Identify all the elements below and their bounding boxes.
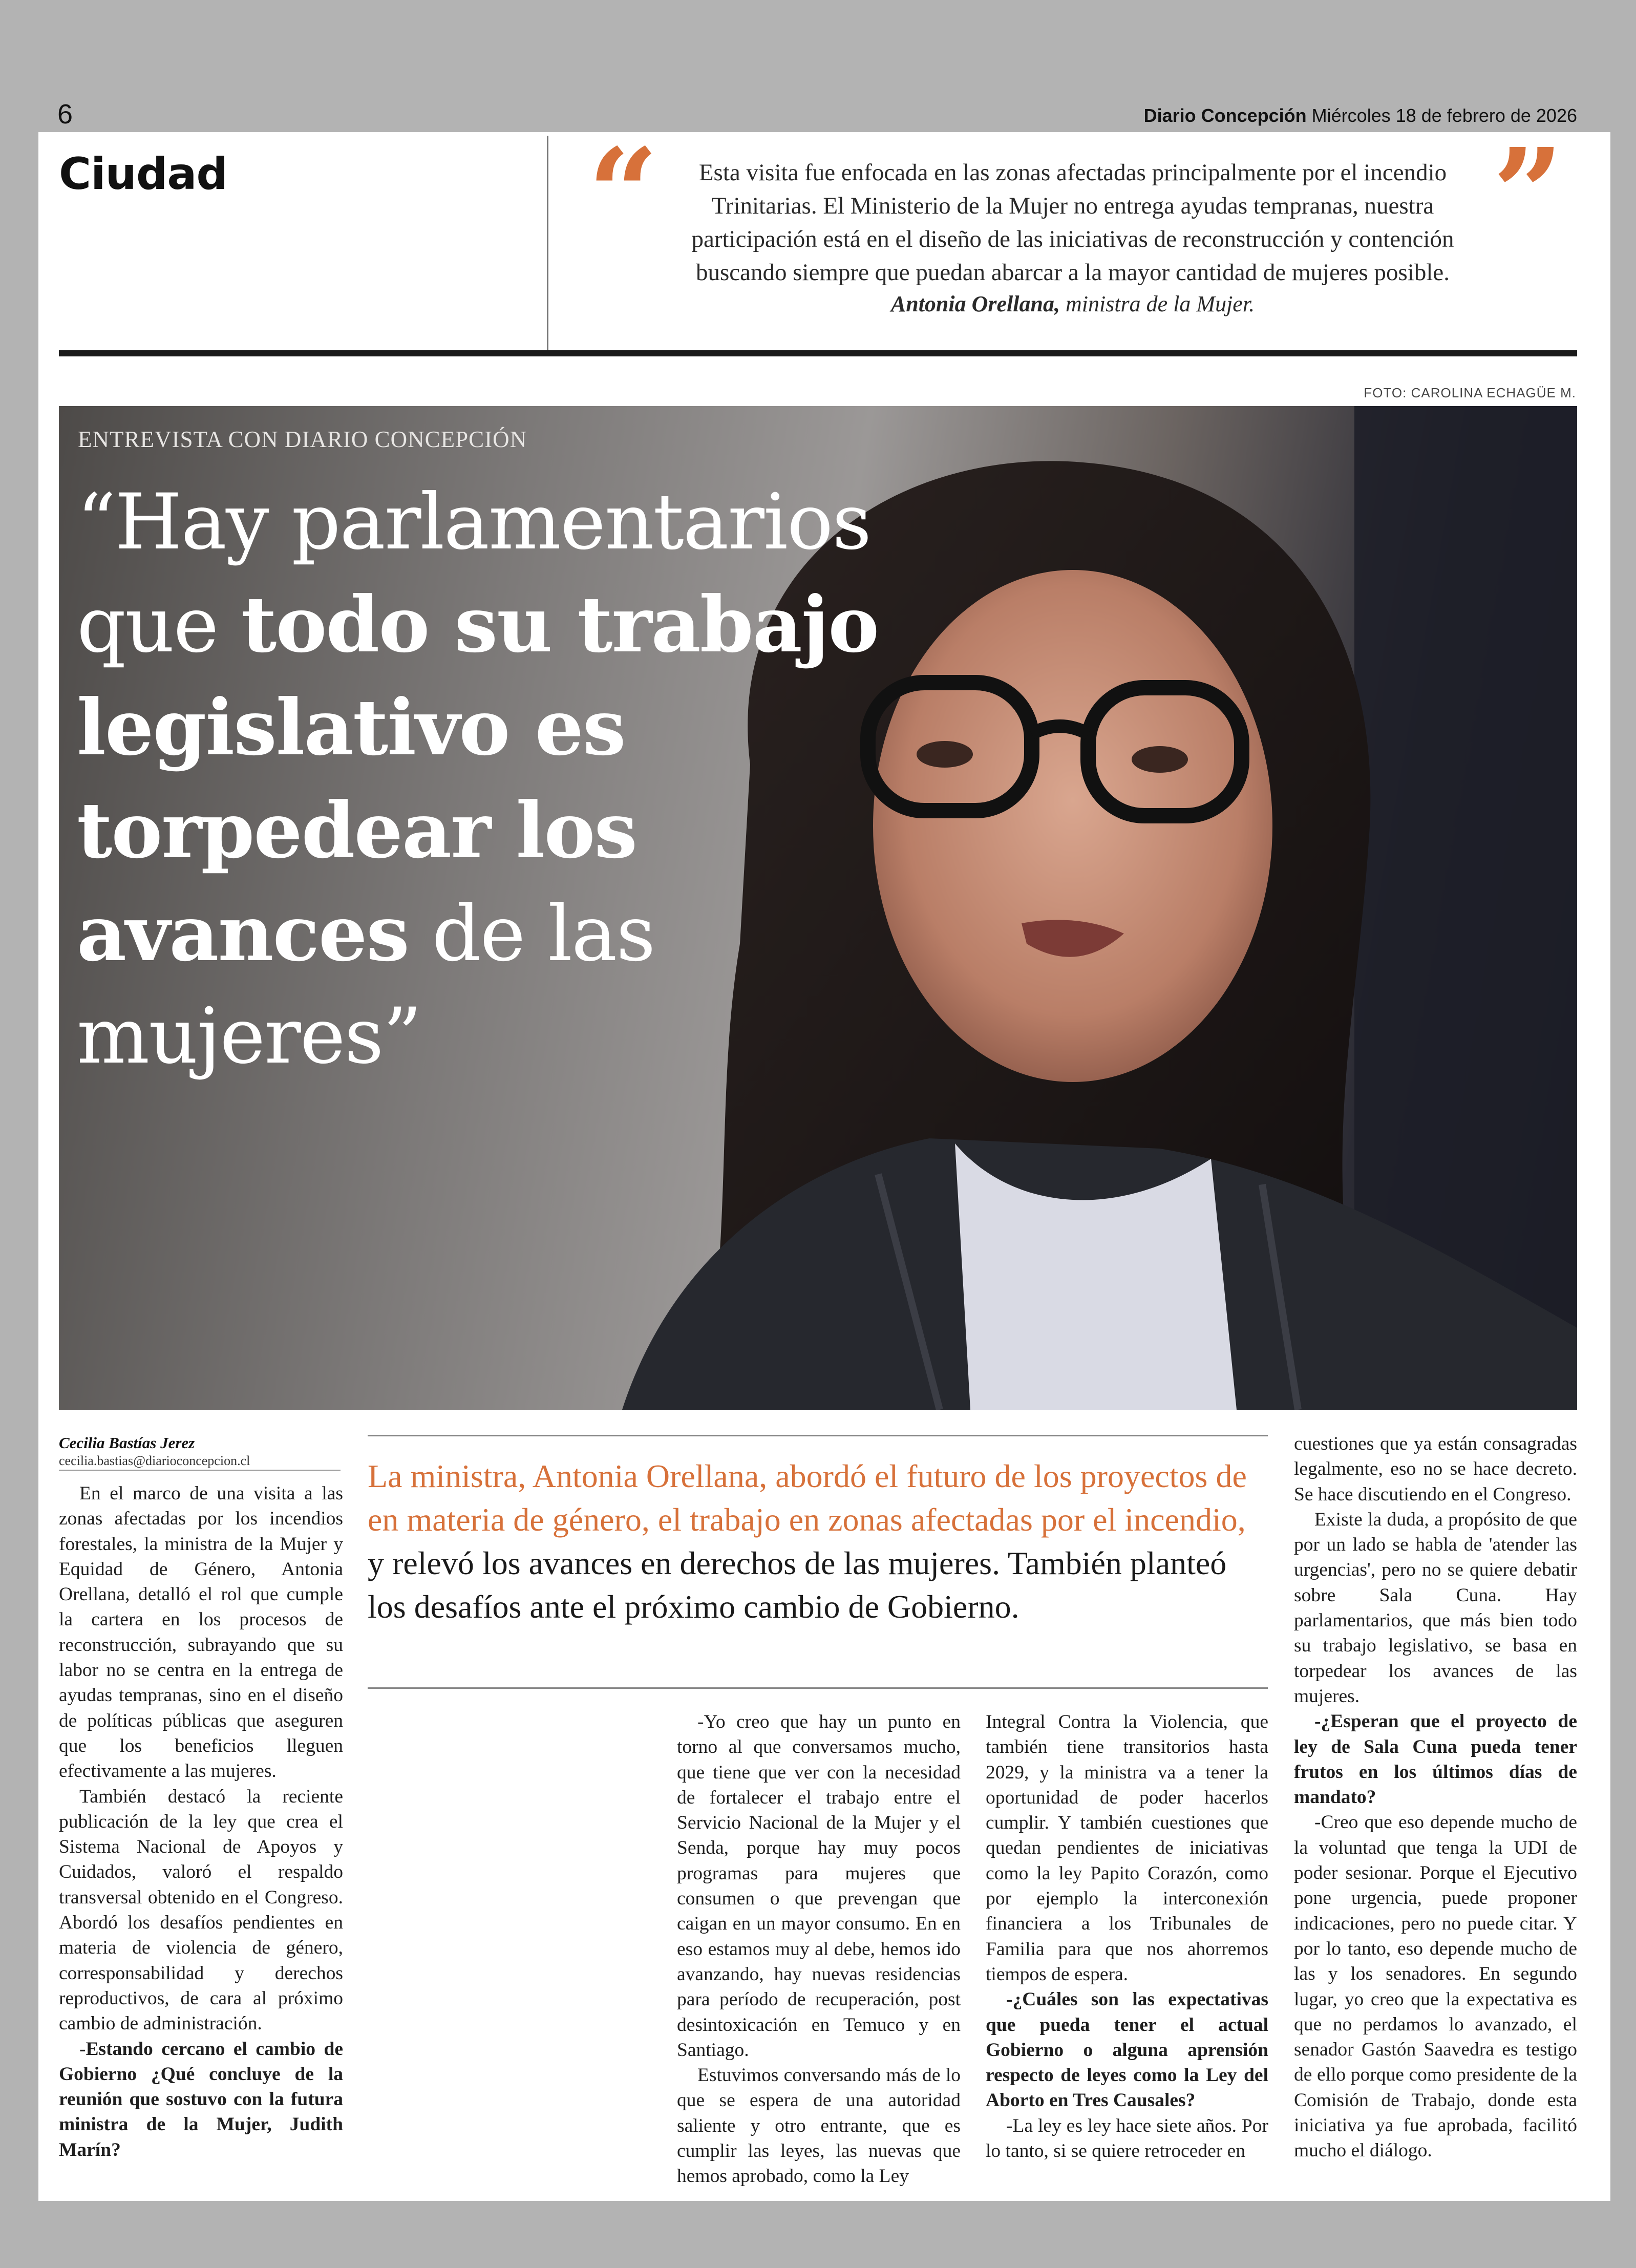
- paragraph: Integral Contra la Violencia, que también tiene transitorios hasta 2029, y la ministra va a tener la oportunidad de poder hacerlos cumplir. Y también cuestiones que quedan pendientes de iniciativas como la ley Papito Corazón, como por ejemplo la interconexión financiera a los Tribunales de Familia para que nos ahorremos tiempos de espera.: [986, 1711, 1268, 1985]
- paragraph: -Creo que eso depende mucho de la voluntad que tenga la UDI de poder sesionar. Porque el Ejecutivo pone urgencia, puede proponer indicaciones, pero no puede citar. Y por lo tanto, eso depende mucho de las y los senadores. En segundo lugar, yo creo que la expectativa es que no perdamos lo avanzado, el senador Gastón Saavedra es testigo de ello porque como presidente de la Comisión de Trabajo, donde esta iniciativa ya fue aprobada, facilitó mucho el diálogo.: [1294, 1812, 1577, 2161]
- lead-accent: La ministra, Antonia Orellana, abordó el futuro de los proyectos de en materia de género, el trabajo en zonas afectadas por el incendio,: [368, 1458, 1247, 1538]
- article-column-5: [1294, 1431, 1577, 2164]
- paragraph: En el marco de una visita a las zonas afectadas por los incendios forestales, la ministra de la Mujer y Equidad de Género, Antonia Orellana, detalló el rol que cumple la cartera en los procesos de reconstrucción, subrayando que su labor no se centra en la entrega de ayudas tempranas, sino en el diseño de políticas públicas que aseguren que los beneficios lleguen efectivamente a las mujeres.: [59, 1483, 343, 1782]
- headline-kicker: ENTREVISTA CON DIARIO CONCEPCIÓN: [78, 427, 527, 452]
- header-divider: [547, 136, 548, 351]
- article-column-3: [677, 1709, 961, 2189]
- header-rule: [59, 350, 1577, 356]
- lead-rule-top: [368, 1435, 1268, 1436]
- headline-part-1: “Hay parlamentarios que: [77, 478, 871, 670]
- pull-quote-author: Antonia Orellana,: [890, 291, 1060, 316]
- headline-bold: todo su trabajo legislativo es torpedear los avances: [77, 580, 879, 979]
- lead-rule-bottom: [368, 1687, 1268, 1689]
- pull-quote: Esta visita fue enfocada en las zonas afectadas principalmente por el incendio Trinitarias. El Ministerio de la Mujer no entrega ayudas tempranas, nuestra participación está en el diseño de las iniciativas de reconstrucción y contención buscando siempre que puedan abarcar a la mayor cantidad de mujeres posible.: [691, 159, 1454, 286]
- section-title: Ciudad: [59, 149, 227, 200]
- pull-quote-role: ministra de la Mujer.: [1059, 291, 1255, 316]
- paragraph: También destacó la reciente publicación de la ley que crea el Sistema Nacional de Apoyos y Cuidados, valoró el respaldo transversal obtenido en el Congreso. Abordó los desafíos pendientes en materia de violencia de género, corresponsabilidad y derechos reproductivos, de cara al próximo cambio de administración.: [59, 1786, 343, 2034]
- lead-paragraph: [368, 1454, 1268, 1628]
- paragraph: -Yo creo que hay un punto en torno al que conversamos mucho, que tiene que ver con la necesidad de fortalecer el trabajo entre el Servicio Nacional de la Mujer y el Senda, porque hay muy pocos programas para mujeres que consumen o que prevengan que caigan en un mayor consumo. En en eso estamos muy al debe, hemos ido avanzando, hay nuevas residencias para período de recuperación, post desintoxicación en Temuco y en Santiago.: [677, 1711, 961, 2061]
- paragraph: Existe la duda, a propósito de que por un lado se habla de 'atender las urgencias', pero no se quiere debatir sobre Sala Cuna. Hay parlamentarios, que más bien todo su trabajo legislativo, se basa en torpedear los avances de las mujeres.: [1294, 1509, 1577, 1707]
- paragraph: Estuvimos conversando más de lo que se espera de una autoridad saliente y otro entrante, que es cumplir las leyes, las nuevas que hemos aprobado, como la Ley: [677, 2065, 961, 2187]
- interview-question: -¿Cuáles son las expectativas que pueda tener el actual Gobierno o alguna aprensión respecto de leyes como la Ley del Aborto en Tres Causales?: [986, 1989, 1268, 2111]
- paper-name: Diario Concepción: [1143, 105, 1307, 126]
- headline: [77, 471, 906, 1088]
- article-column-4: [986, 1709, 1268, 2164]
- issue-date: Miércoles 18 de febrero de 2026: [1311, 105, 1577, 126]
- byline-name: Cecilia Bastías Jerez: [59, 1434, 195, 1452]
- photo-credit: FOTO: CAROLINA ECHAGÜE M.: [1364, 385, 1576, 400]
- interview-question: -¿Esperan que el proyecto de ley de Sala Cuna pueda tener frutos en los últimos días de mandato?: [1294, 1711, 1577, 1808]
- paragraph: -La ley es ley hace siete años. Por lo tanto, si se quiere retroceder en: [986, 2115, 1268, 2162]
- byline-rule: [59, 1470, 341, 1471]
- pull-quote-attribution: [661, 291, 1485, 317]
- page-number: 6: [57, 99, 73, 130]
- byline-email: cecilia.bastias@diarioconcepcion.cl: [59, 1453, 250, 1468]
- headline-part-3: de las mujeres”: [77, 889, 655, 1081]
- interview-question: -Estando cercano el cambio de Gobierno ¿Qué concluye de la reunión que sostuvo con la futura ministra de la Mujer, Judith Marín?: [59, 2038, 343, 2160]
- close-quote-icon: ”: [1493, 121, 1564, 266]
- open-quote-icon: “: [588, 121, 659, 266]
- article-column-1: [59, 1481, 343, 2163]
- lead-rest: y relevó los avances en derechos de las mujeres. También planteó los desafíos ante el próximo cambio de Gobierno.: [368, 1545, 1227, 1625]
- paragraph: cuestiones que ya están consagradas legalmente, eso no se hace decreto. Se hace discutiendo en el Congreso.: [1294, 1433, 1577, 1505]
